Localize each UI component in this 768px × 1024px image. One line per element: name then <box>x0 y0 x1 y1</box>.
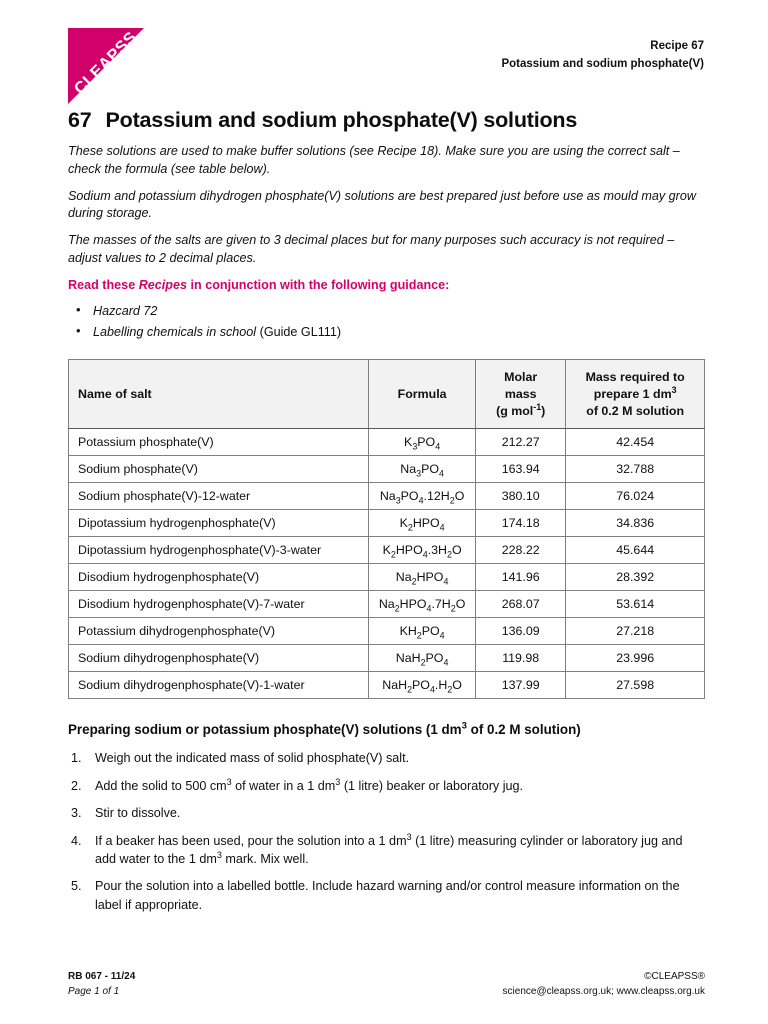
preparing-step: Weigh out the indicated mass of solid phosphate(V) salt. <box>95 751 410 766</box>
cell-mass-required: 27.218 <box>566 618 705 645</box>
mass-required-line-2: prepare 1 dm <box>593 386 672 401</box>
guidance-item-plain: (Guide GL111) <box>256 324 342 339</box>
cell-formula: $KH_2PO_4$ <box>369 618 476 645</box>
cell-mass-required: 53.614 <box>566 591 705 618</box>
cell-molar-mass: 119.98 <box>476 645 566 672</box>
cell-formula: $Na_3PO_4$ <box>369 456 476 483</box>
footer-reference: RB 067 - 11/24 <box>68 971 136 982</box>
mass-required-line-1: Mass required to <box>585 370 685 385</box>
molar-mass-units-close: ) <box>541 403 546 418</box>
col-header-name: Name of salt <box>69 360 369 429</box>
cell-salt-name: Sodium dihydrogenphosphate(V) <box>69 645 369 672</box>
table-row <box>69 429 705 456</box>
header-subject: Potassium and sodium phosphate(V) <box>501 57 704 70</box>
footer-right <box>503 970 705 999</box>
table-row <box>69 456 705 483</box>
molar-mass-units-open: (g mol <box>496 403 534 418</box>
cell-molar-mass: 228.22 <box>476 537 566 564</box>
cell-formula: $Na_3PO_4.12H_2O$ <box>369 483 476 510</box>
salts-table-head <box>69 360 705 429</box>
page-footer <box>68 970 705 1002</box>
mass-required-exponent: 3 <box>671 384 677 395</box>
preparing-step: Pour the solution into a labelled bottle. Include hazard warning and/or control measure information on the label if appropriate. <box>95 879 680 912</box>
cell-salt-name: Dipotassium hydrogenphosphate(V) <box>69 510 369 537</box>
molar-mass-exponent: -1 <box>533 401 542 412</box>
cell-formula: $NaH_2PO_4$ <box>369 645 476 672</box>
table-row <box>69 510 705 537</box>
salts-table <box>68 359 705 699</box>
logo-triangle-icon <box>68 28 144 104</box>
read-these-suffix: in conjunction with the following guidance: <box>187 278 450 293</box>
logo-wordmark: CLEAPSS <box>70 28 141 99</box>
cell-molar-mass: 380.10 <box>476 483 566 510</box>
header-recipe-info <box>501 38 704 74</box>
table-row <box>69 537 705 564</box>
cell-molar-mass: 268.07 <box>476 591 566 618</box>
cell-molar-mass: 136.09 <box>476 618 566 645</box>
guidance-item[interactable] <box>68 323 705 341</box>
cell-salt-name: Disodium hydrogenphosphate(V) <box>69 564 369 591</box>
guidance-item-italic: Hazcard 72 <box>93 303 158 318</box>
cell-mass-required: 76.024 <box>566 483 705 510</box>
col-header-molar-mass <box>476 360 566 429</box>
read-these-heading <box>68 277 705 295</box>
read-these-italic: Recipes <box>138 278 188 293</box>
molar-mass-line-1: Molar <box>504 370 538 385</box>
preparing-steps-list <box>68 749 705 914</box>
cell-salt-name: Dipotassium hydrogenphosphate(V)-3-water <box>69 537 369 564</box>
cell-molar-mass: 163.94 <box>476 456 566 483</box>
cell-salt-name: Potassium phosphate(V) <box>69 429 369 456</box>
col-header-mass-required <box>566 360 705 429</box>
footer-page-number: Page 1 of 1 <box>68 985 120 997</box>
guidance-list <box>68 302 705 342</box>
intro-paragraph-3: The masses of the salts are given to 3 decimal places but for many purposes such accuracy is not required – adjust values to 2 decimal places. <box>68 233 675 266</box>
footer-contact[interactable]: science@cleapss.org.uk; www.cleapss.org.uk <box>502 985 705 997</box>
cell-salt-name: Sodium phosphate(V)-12-water <box>69 483 369 510</box>
intro-paragraph-1: These solutions are used to make buffer solutions (see Recipe 18). Make sure you are using the correct salt – check the formula (see table below). <box>68 143 680 176</box>
cleapss-logo <box>68 28 144 104</box>
table-row <box>69 672 705 699</box>
preparing-step: Stir to dissolve. <box>95 806 181 821</box>
table-row <box>69 483 705 510</box>
salts-table-body <box>69 429 705 699</box>
guidance-item-italic: Labelling chemicals in school <box>93 324 257 339</box>
cell-formula: $Na_2HPO_4.7H_2O$ <box>369 591 476 618</box>
cell-molar-mass: 212.27 <box>476 429 566 456</box>
cell-formula: $K_2HPO_4.3H_2O$ <box>369 537 476 564</box>
cell-salt-name: Potassium dihydrogenphosphate(V) <box>69 618 369 645</box>
cell-salt-name: Sodium dihydrogenphosphate(V)-1-water <box>69 672 369 699</box>
document-content <box>68 108 705 923</box>
header-recipe-number: Recipe 67 <box>650 40 704 52</box>
page-header <box>0 0 768 105</box>
cell-salt-name: Sodium phosphate(V) <box>69 456 369 483</box>
table-row <box>69 618 705 645</box>
page-title-number: 67 <box>68 108 92 132</box>
table-row <box>69 564 705 591</box>
cell-mass-required: 23.996 <box>566 645 705 672</box>
page-title-text: Potassium and sodium phosphate(V) solutions <box>105 108 578 132</box>
preparing-heading: Preparing sodium or potassium phosphate(V) solutions (1 $dm^3$ of 0.2 M solution) <box>68 720 581 738</box>
guidance-item[interactable] <box>68 302 705 320</box>
cell-mass-required: 28.392 <box>566 564 705 591</box>
footer-copyright: ©CLEAPSS® <box>644 971 705 982</box>
cell-formula: $Na_2HPO_4$ <box>369 564 476 591</box>
preparing-step: If a beaker has been used, pour the solution into a 1 $dm^3$ (1 litre) measuring cylinder or laboratory jug and add water to the 1 $dm^3$ mark. Mix well. <box>95 831 683 866</box>
page-title <box>68 108 705 134</box>
footer-left <box>68 970 135 999</box>
cell-mass-required: 45.644 <box>566 537 705 564</box>
table-row <box>69 591 705 618</box>
cell-salt-name: Disodium hydrogenphosphate(V)-7-water <box>69 591 369 618</box>
cell-molar-mass: 137.99 <box>476 672 566 699</box>
mass-required-line-3: of 0.2 M solution <box>586 403 685 418</box>
col-header-formula: Formula <box>369 360 476 429</box>
cell-formula: $NaH_2PO_4.H_2O$ <box>369 672 476 699</box>
molar-mass-line-2: mass <box>504 386 537 401</box>
cell-formula: $K_3PO_4$ <box>369 429 476 456</box>
cell-mass-required: 32.788 <box>566 456 705 483</box>
cell-mass-required: 42.454 <box>566 429 705 456</box>
cell-mass-required: 27.598 <box>566 672 705 699</box>
table-header-row <box>69 360 705 429</box>
cell-molar-mass: 174.18 <box>476 510 566 537</box>
preparing-step: Add the solid to 500 $cm^3$ of water in a 1 $dm^3$ (1 litre) beaker or laboratory jug. <box>95 776 524 793</box>
intro-paragraph-2: Sodium and potassium dihydrogen phosphate(V) solutions are best prepared just before use as mould may grow during storage. <box>68 188 696 221</box>
read-these-prefix: Read these <box>68 278 139 293</box>
cell-mass-required: 34.836 <box>566 510 705 537</box>
cell-molar-mass: 141.96 <box>476 564 566 591</box>
cell-formula: $K_2HPO_4$ <box>369 510 476 537</box>
table-row <box>69 645 705 672</box>
